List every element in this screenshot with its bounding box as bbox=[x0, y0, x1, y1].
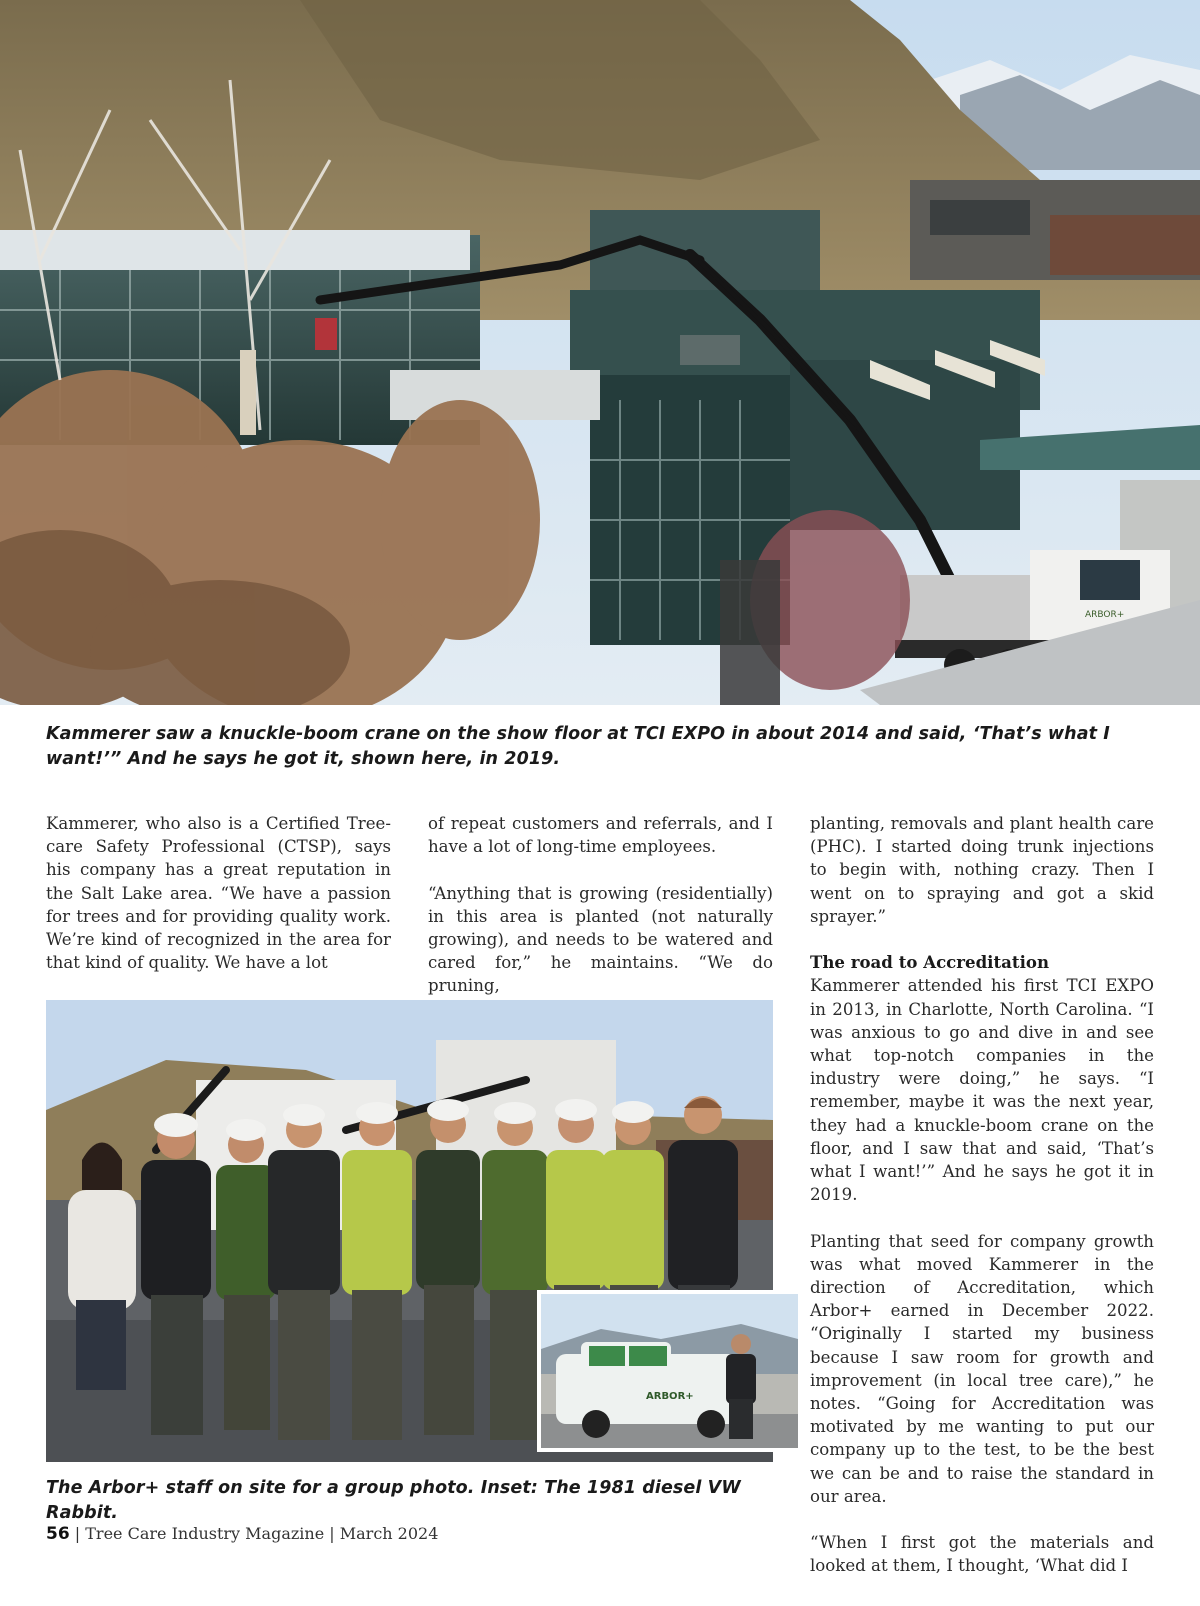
van-text: ARBOR+ bbox=[646, 1391, 694, 1402]
page-footer bbox=[46, 1524, 438, 1544]
bottom-photo-caption: The Arbor+ staff on site for a group photo. Inset: The 1981 diesel VW Rabbit. bbox=[46, 1478, 741, 1523]
top-photo-caption: Kammerer saw a knuckle-boom crane on the show floor at TCI EXPO in about 2014 and said, ‘That’s what I want!’” And he says he got it, shown here, in 2019. bbox=[46, 724, 1110, 769]
inset-photo-vw-rabbit bbox=[537, 1290, 802, 1452]
article-column-3 bbox=[810, 812, 1154, 1601]
article-column-2 bbox=[428, 812, 773, 1021]
article-column-1 bbox=[46, 812, 391, 998]
col3-paragraph-1: planting, removals and plant health care (PHC). I started doing trunk injections to begin with, nothing crazy. Then I went on to spraying and got a skid sprayer.” bbox=[810, 814, 1154, 926]
page-number: 56 bbox=[46, 1524, 70, 1544]
col3-paragraph-4: “When I first got the materials and looked at them, I thought, ‘What did I bbox=[810, 1533, 1154, 1576]
vw-rabbit-illustration bbox=[541, 1294, 798, 1448]
truck-door-text: ARBOR+ bbox=[1085, 610, 1125, 620]
crane-scene-illustration bbox=[0, 0, 1200, 705]
publication-info: | Tree Care Industry Magazine | March 2024 bbox=[74, 1524, 439, 1543]
col2-paragraph-2: “Anything that is growing (residentially) in this area is planted (not naturally growing), and needs to be watered and cared for,” he maintains. “We do pruning, bbox=[428, 883, 773, 996]
section-heading: The road to Accreditation bbox=[810, 952, 1050, 973]
hero-photo-crane bbox=[0, 0, 1200, 705]
col3-paragraph-2: Kammerer attended his first TCI EXPO in 2013, in Charlotte, North Carolina. “I was anxious to go and dive in and see what top-notch companies in the industry were doing,” he says. “I remember, maybe it was the next year, they had a knuckle-boom crane on the floor, and I saw that and said, ‘That’s what I want!’” And he says he got it in 2019. bbox=[810, 976, 1154, 1205]
col3-paragraph-3: Planting that seed for company growth was what moved Kammerer in the direction of Accreditation, which Arbor+ earned in December 2022. “Originally I started my business because I saw room for growth and improvement (in local tree care),” he notes. “Going for Accreditation was motivated by me wanting to put our company up to the test, to be the best we can be and to raise the standard in our area. bbox=[810, 1231, 1154, 1506]
col2-paragraph-1: of repeat customers and referrals, and I have a lot of long-time employees. bbox=[428, 814, 773, 857]
col1-paragraph: Kammerer, who also is a Certified Tree-care Safety Professional (CTSP), says his company has a great reputation in the Salt Lake area. “We have a passion for trees and for providing quality work. We’re kind of recognized in the area for that kind of quality. We have a lot bbox=[46, 814, 391, 973]
